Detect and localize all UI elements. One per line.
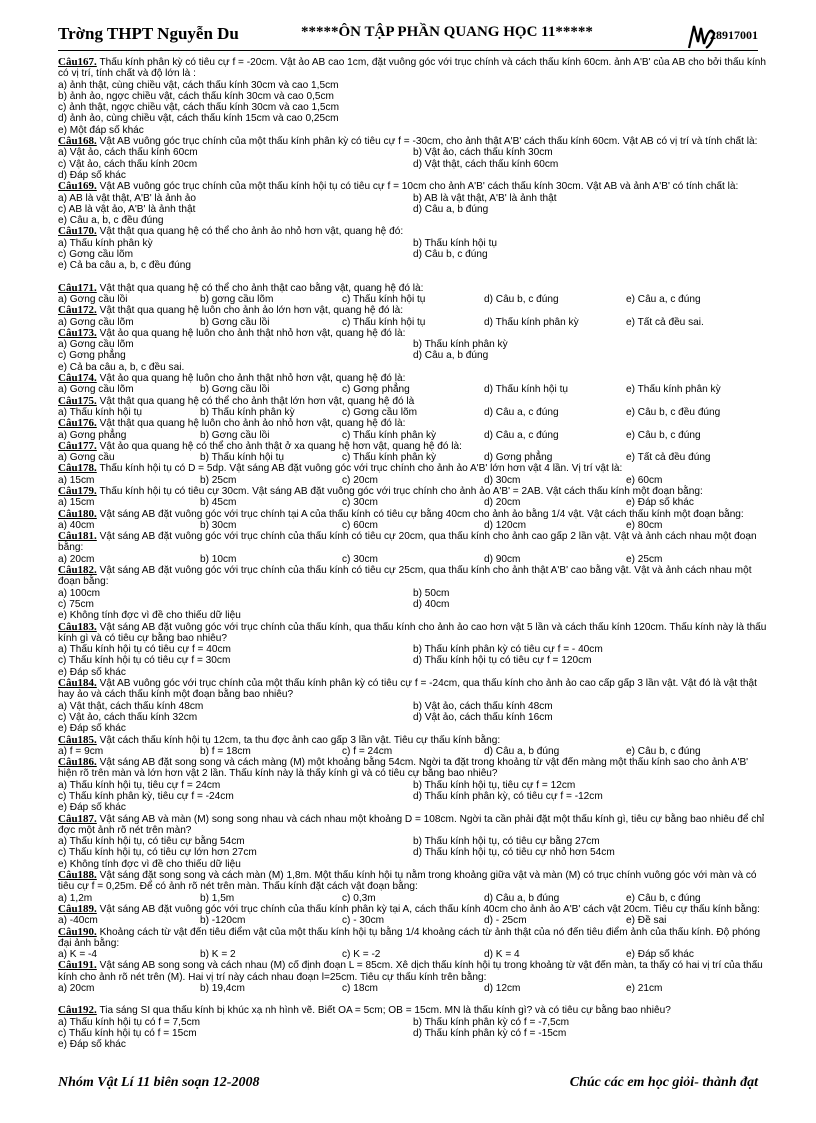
answer-option: e) Đáp số khác <box>626 949 694 961</box>
answer-option: b) Thấu kính hội tụ, có tiêu cự bằng 27cm <box>413 836 600 848</box>
question-text: Vật sáng AB đặt vuông góc với trục chính của thấu kính có tiêu cự 25cm, qua thấu kính cho ảnh thật A'B' cao bằng vật. Vật và ảnh cách nhau một đoạn bằng: <box>58 565 752 588</box>
answer-option: e) Đáp số khác <box>58 802 126 814</box>
answer-option: e) Tất cả đều đúng <box>626 452 711 464</box>
question-text: Vật AB vuông góc với trục chính của một thấu kính phân kỳ có tiêu cự f = -24cm, qua thấu kính cho ảnh ảo cao cấp gấp 3 lần vật. Vật đó là vật thật hay ảo và cách thấu kính một đoạn bằng bao nhiêu? <box>58 678 757 701</box>
answer-option: e) Câu b, c đúng <box>626 745 701 757</box>
answer-option: e) Đáp số khác <box>58 666 126 678</box>
header-rule <box>58 50 758 51</box>
answer-option: a) f = 9cm <box>58 745 104 757</box>
question <box>58 463 768 486</box>
answer-option: a) Thấu kính hội tụ, có tiêu cự bằng 54cm <box>58 836 245 848</box>
question-number: Câu182. <box>58 564 97 577</box>
answer-option: c) K = -2 <box>342 949 381 961</box>
question <box>58 136 768 181</box>
question-text: Vật thật qua quang hệ có thể cho ảnh thật cao bằng vật, quang hệ đó là: <box>99 282 424 294</box>
answer-option: b) Gơng cầu lồi <box>200 429 270 441</box>
answer-option: d) 120cm <box>484 519 527 531</box>
answer-option: c) Vật ảo, cách thấu kính 32cm <box>58 711 198 723</box>
answer-options <box>58 1017 768 1051</box>
question-number: Câu186. <box>58 756 97 769</box>
answer-option: b) Gơng cầu lồi <box>200 316 270 328</box>
answer-option: d) Câu a, b đúng <box>413 350 489 362</box>
answer-option: c) Thấu kính phân kỳ <box>342 452 437 464</box>
question-text: Vật thật qua quang hệ có thể cho ảnh thật lớn hơn vật, quang hệ đó là <box>99 395 415 407</box>
answer-option: b) Thấu kính phân kỳ <box>200 406 295 418</box>
answer-options <box>58 294 768 305</box>
answer-options <box>58 949 768 960</box>
answer-option: a) 40cm <box>58 519 95 531</box>
question-text: Vật sáng AB đặt song song và cách màng (M) một khoảng bằng 54cm. Ngời ta đặt trong khoảng từ vật đến màng một thấu kính sao cho ảnh A'B' hiện rõ trên màn và lớn hơn vật 2 lần. Thấu kính này là thấy kính gì và có tiêu cự bằng bao nhiêu? <box>58 757 749 780</box>
question <box>58 814 768 870</box>
question-number: Câu179. <box>58 484 97 497</box>
question-number: Câu187. <box>58 812 97 825</box>
answer-option: a) Gơng cầu lõm <box>58 384 134 396</box>
answer-options <box>58 452 768 463</box>
question <box>58 396 768 419</box>
answer-option: d) Câu b, c đúng <box>484 293 559 305</box>
answer-option: d) Câu a, c đúng <box>484 406 559 418</box>
answer-option: c) f = 24cm <box>342 745 393 757</box>
answer-option: d) Thấu kính phân kỳ, có tiêu cự f = -12cm <box>413 791 603 802</box>
question <box>58 57 768 136</box>
question-number: Câu173. <box>58 326 97 339</box>
question <box>58 418 768 441</box>
answer-option: e) Đáp số khác <box>626 497 694 509</box>
answer-option: e) Câu a, b, c đều đúng <box>58 215 164 227</box>
answer-option: a) AB là vật thật, A'B' là ảnh ảo <box>58 192 196 204</box>
answer-options <box>58 554 768 565</box>
answer-option: a) Thấu kính hội tụ, tiêu cự f = 24cm <box>58 779 221 791</box>
answer-option: d) Câu b, c đúng <box>413 249 488 261</box>
answer-option: d) Thấu kính phân kỳ có f = -15cm <box>413 1027 567 1039</box>
answer-option: b) Thấu kính hội tụ <box>413 237 497 249</box>
answer-option: c) Thấu kính hội tụ có tiêu cự f = 30cm <box>58 655 231 667</box>
answer-options <box>58 588 768 622</box>
answer-option: e) Đáp số khác <box>58 723 126 735</box>
answer-option: b) 19,4cm <box>200 983 245 995</box>
answer-option: b) Thấu kính hội tụ <box>200 452 284 464</box>
answer-options <box>58 497 768 508</box>
answer-option: a) Gơng phẳng <box>58 429 127 441</box>
answer-option: e) 25cm <box>626 553 663 565</box>
answer-option: a) Thấu kính hội tụ có f = 7,5cm <box>58 1016 201 1028</box>
answer-option: c) 20cm <box>342 474 378 486</box>
question <box>58 565 768 621</box>
answer-option: e) Không tính đợc vì đề cho thiếu dữ liệu <box>58 610 241 622</box>
answer-option: e) Câu b, c đều đúng <box>626 406 721 418</box>
answer-option: b) 1,5m <box>200 892 235 904</box>
document-title: *****ÔN TẬP PHẦN QUANG HỌC 11***** <box>301 24 593 40</box>
answer-option: e) Thấu kính phân kỳ <box>626 384 721 396</box>
answer-option: b) Gơng cầu lồi <box>200 384 270 396</box>
answer-options <box>58 520 768 531</box>
school-name: Trờng THPT Nguyễn Du <box>58 24 239 43</box>
answer-option: d) Câu a, b đúng <box>413 203 489 215</box>
question <box>58 927 768 961</box>
question <box>58 531 768 565</box>
question-text: Vật AB vuông góc trục chính của một thấu kính hội tụ có tiêu cự f = 10cm cho ảnh A'B' cách thấu kính 30cm. Vật AB và ảnh A'B' có tính chất là: <box>99 181 739 193</box>
answer-option: b) -120cm <box>200 915 246 927</box>
answer-option: d) 12cm <box>484 983 521 995</box>
question <box>58 622 768 678</box>
answer-option: d) 40cm <box>413 598 450 610</box>
question-number: Câu181. <box>58 530 97 543</box>
page-header <box>58 22 758 52</box>
answer-option: a) Gơng cầu lồi <box>58 293 128 305</box>
question <box>58 283 768 306</box>
answer-option: b) Thấu kính phân kỳ có f = -7,5cm <box>413 1016 570 1028</box>
answer-option: d) Vật thật, cách thấu kính 60cm <box>413 158 559 170</box>
question-text: Thấu kính phân kỳ có tiêu cự f = -20cm. Vật ảo AB cao 1cm, đặt vuông góc với trục chính và cách thấu kính 60cm. ảnh A'B' của AB cho bởi thấu kính có vị trí, tính chất và độ lớn là : <box>58 57 767 80</box>
question-number: Câu180. <box>58 507 97 520</box>
answer-option: e) 21cm <box>626 983 663 995</box>
answer-options <box>58 475 768 486</box>
question-text: Vật sáng AB đặt vuông góc với trục chính tại A của thấu kính có tiêu cự bằng 40cm cho ảnh ảo bằng 1/4 vật. Vật cách thấu kính một đoạn bằng: <box>99 508 744 520</box>
answer-option: c) 75cm <box>58 598 94 610</box>
question <box>58 757 768 813</box>
answer-option: e) Câu b, c đúng <box>626 892 701 904</box>
question-number: Câu188. <box>58 869 97 882</box>
answer-options <box>58 339 768 373</box>
question-text: Vật ảo qua quang hệ luôn cho ảnh thật nhỏ hơn vật, quang hệ đó là: <box>99 327 406 339</box>
answer-option: d) Câu a, b đúng <box>484 745 560 757</box>
question-text: Vật sáng AB đặt vuông góc với trục chính của thấu kính phân kỳ tại A, cách thấu kính 40cm cho ảnh ảo A'B' cách vật 20cm. Tiêu cự thấu kính bằng: <box>99 903 760 915</box>
answer-options <box>58 238 768 272</box>
footer-right: Chúc các em học giỏi- thành đạt <box>569 1075 758 1090</box>
answer-option: c) 18cm <box>342 983 378 995</box>
question-text: Vật ảo qua quang hệ luôn cho ảnh thật nhỏ hơn vật, quang hệ đó là: <box>99 373 406 385</box>
question-number: Câu171. <box>58 281 97 294</box>
question-number: Câu184. <box>58 677 97 690</box>
answer-options <box>58 147 768 181</box>
answer-options <box>58 701 768 735</box>
answer-option: d) Thấu kính hội tụ <box>484 384 568 396</box>
answer-option: d) 20cm <box>484 497 521 509</box>
answer-options <box>58 644 768 678</box>
answer-option: b) AB là vật thật, A'B' là ảnh thật <box>413 192 557 204</box>
question-text: Vật AB vuông góc trục chính của một thấu kính phân kỳ có tiêu cự f = -30cm, cho ảnh thật A'B' cách thấu kính 60cm. Vật AB có vị trí và tính chất là: <box>99 136 758 148</box>
answer-option: a) 15cm <box>58 497 95 509</box>
question-text: Vật thật qua quang hệ có thể cho ảnh ảo nhỏ hơn vật, quang hệ đó: <box>99 226 404 238</box>
answer-options <box>58 893 768 904</box>
question <box>58 735 768 758</box>
question-text: Vật sáng đặt song song và cách màn (M) 1,8m. Một thấu kính hội tụ nằm trong khoảng giữa vật và màn (M) có trục chính vuông góc với màn và có tiêu cự f = 0,25m. Để có ảnh rõ nét trên màn. Thấu kính đặt cách vật đoạn bằng: <box>58 870 757 893</box>
answer-option: b) 50cm <box>413 587 450 599</box>
document-code: 28917001 <box>710 28 758 42</box>
answer-option: a) Thấu kính hội tụ có tiêu cự f = 40cm <box>58 644 231 656</box>
answer-option: a) Gơng cầu lõm <box>58 316 134 328</box>
footer-left: Nhóm Vật Lí 11 biên soạn 12-2008 <box>58 1075 260 1090</box>
question <box>58 960 768 994</box>
answer-option: e) 60cm <box>626 474 663 486</box>
question-number: Câu167. <box>58 56 97 68</box>
answer-options <box>58 836 768 870</box>
answer-option: e) Không tính đợc vì đề cho thiếu dữ liệu <box>58 858 241 870</box>
answer-option: d) Thấu kính hội tụ có tiêu cự f = 120cm <box>413 655 592 667</box>
answer-option: c) Vật ảo, cách thấu kính 20cm <box>58 158 198 170</box>
answer-options <box>58 780 768 814</box>
question <box>58 870 768 904</box>
question-text: Thấu kính hội tụ có D = 5dp. Vật sáng AB đặt vuông góc với trục chính cho ảnh ảo A'B' lớn hơn vật 4 lần. Vị trí vật là: <box>99 463 623 475</box>
question-number: Câu172. <box>58 304 97 317</box>
question-number: Câu185. <box>58 733 97 746</box>
answer-option: b) Thấu kính hội tụ, tiêu cự f = 12cm <box>413 779 576 791</box>
question <box>58 373 768 396</box>
answer-options <box>58 915 768 926</box>
answer-option: b) 30cm <box>200 519 237 531</box>
question-number: Câu169. <box>58 180 97 193</box>
question <box>58 441 768 464</box>
answer-option: d) Vật ảo, cách thấu kính 16cm <box>413 711 553 723</box>
answer-option: c) - 30cm <box>342 915 385 927</box>
answer-option: c) Thấu kính hội tụ, có tiêu cự lớn hơn 27cm <box>58 847 257 859</box>
answer-option: a) K = -4 <box>58 949 97 961</box>
question-list <box>58 57 768 1051</box>
question <box>58 226 768 271</box>
answer-options <box>58 983 768 994</box>
answer-option: a) 100cm <box>58 587 101 599</box>
answer-option: b) 10cm <box>200 553 237 565</box>
answer-option: d) - 25cm <box>484 915 527 927</box>
answer-option: e) Câu a, c đúng <box>626 293 701 305</box>
question <box>58 904 768 927</box>
answer-option: c) Gơng phẳng <box>342 384 410 396</box>
answer-options <box>58 193 768 227</box>
answer-option: d) K = 4 <box>484 949 520 961</box>
question <box>58 305 768 328</box>
answer-option: c) 30cm <box>342 497 378 509</box>
answer-option: d) 90cm <box>484 553 521 565</box>
question-text: Khoảng cách từ vật đến tiêu điểm vật của một thấu kính hội tụ bằng 1/4 khoảng cách từ ảnh thật của nó đến tiêu điểm ảnh của thấu kính. Độ phóng đại ảnh bằng: <box>58 926 761 949</box>
answer-option: a) -40cm <box>58 915 98 927</box>
answer-option: b) f = 18cm <box>200 745 251 757</box>
answer-option: d) Câu a, b đúng <box>484 892 560 904</box>
question-text: Vật ảo qua quang hệ có thể cho ảnh thật ở xa quang hệ hơn vật, quang hệ đó là: <box>99 440 462 452</box>
question-text: Vật sáng AB và màn (M) song song nhau và cách nhau một khoảng D = 108cm. Ngời ta cần phải đặt một thấu kính gì, tiêu cự bằng bao nhiêu để chỉ đợc một ảnh rõ nét trên màn? <box>58 813 765 836</box>
question-text: Vật sáng AB đặt vuông góc với trục chính của thấu kính, qua thấu kính cho ảnh ảo cao hơn vật 5 lần và cách thấu kính 120cm. Thấu kính này là thấu kính gì và có tiêu cự bằng bao nhiêu? <box>58 621 767 644</box>
answer-options <box>58 407 768 418</box>
answer-option: c) Thấu kính hội tụ <box>342 316 426 328</box>
answer-option: d) Đáp số khác <box>58 169 126 181</box>
question-text: Vật sáng AB đặt vuông góc với trục chính của thấu kính có tiêu cự 20cm, qua thấu kính cho ảnh cao gấp 2 lần vật. Vật và ảnh cách nhau một đoạn bằng: <box>58 531 757 554</box>
answer-option: b) 25cm <box>200 474 237 486</box>
answer-option: b) Vật ảo, cách thấu kính 48cm <box>413 700 553 712</box>
answer-option: a) ảnh thật, cùng chiều vật, cách thấu kính 30cm và cao 1,5cm <box>58 79 339 91</box>
answer-option: c) Thấu kính hội tụ <box>342 293 426 305</box>
answer-option: c) Gơng phẳng <box>58 350 126 362</box>
question-number: Câu178. <box>58 462 97 475</box>
answer-option: e) Tất cả đều sai. <box>626 316 704 328</box>
answer-option: b) K = 2 <box>200 949 236 961</box>
question <box>58 678 768 734</box>
answer-option: c) Thấu kính hội tụ có f = 15cm <box>58 1027 197 1039</box>
answer-option: e) Cả ba câu a, b, c đều sai. <box>58 361 185 373</box>
answer-option: e) Đáp số khác <box>58 1039 126 1051</box>
question <box>58 1005 768 1050</box>
answer-option: e) 80cm <box>626 519 663 531</box>
question-number: Câu189. <box>58 902 97 915</box>
question-number: Câu168. <box>58 135 97 148</box>
answer-option: b) Thấu kính phân kỳ có tiêu cự f = - 40cm <box>413 644 603 656</box>
answer-option: a) Vật ảo, cách thấu kính 60cm <box>58 147 198 159</box>
answer-option: e) Cả ba câu a, b, c đều đúng <box>58 260 191 272</box>
answer-option: a) Thấu kính hội tụ <box>58 406 142 418</box>
question-text: Vật thật qua quang hệ luôn cho ảnh ảo nhỏ hơn vật, quang hệ đó là: <box>99 418 406 430</box>
question-text: Tia sáng SI qua thấu kính bị khúc xạ nh hình vẽ. Biết OA = 5cm; OB = 15cm. MN là thấu kính gì? và có tiêu cự bằng bao nhiêu? <box>99 1005 671 1017</box>
question-number: Câu177. <box>58 439 97 452</box>
answer-options <box>58 317 768 328</box>
answer-option: c) 30cm <box>342 553 378 565</box>
question <box>58 509 768 532</box>
question <box>58 328 768 373</box>
answer-option: b) Vật ảo, cách thấu kính 30cm <box>413 147 553 159</box>
answer-option: d) Thấu kính phân kỳ <box>484 316 579 328</box>
question-number: Câu176. <box>58 417 97 430</box>
question <box>58 181 768 226</box>
answer-option: c) 0,3m <box>342 892 376 904</box>
answer-option: a) 1,2m <box>58 892 93 904</box>
answer-option: c) Gơng cầu lõm <box>58 249 134 261</box>
answer-options <box>58 80 768 136</box>
answer-option: c) AB là vật ảo, A'B' là ảnh thật <box>58 203 196 215</box>
answer-option: d) 30cm <box>484 474 521 486</box>
question-text: Vật thật qua quang hệ luôn cho ảnh ảo lớn hơn vật, quang hệ đó là: <box>99 305 404 317</box>
answer-option: a) Vật thật, cách thấu kính 48cm <box>58 700 204 712</box>
answer-option: c) Thấu kính phân kỳ <box>342 429 437 441</box>
question-number: Câu190. <box>58 925 97 938</box>
answer-option: d) ảnh ảo, cùng chiều vật, cách thấu kính 15cm và cao 0,25cm <box>58 113 339 125</box>
question-number: Câu170. <box>58 225 97 238</box>
answer-option: d) Gơng phẳng <box>484 452 553 464</box>
answer-options <box>58 430 768 441</box>
answer-option: b) ảnh ảo, ngợc chiều vật, cách thấu kính 30cm và cao 0,5cm <box>58 90 334 102</box>
answer-option: c) Thấu kính phân kỳ, tiêu cự f = -24cm <box>58 791 234 802</box>
question-text: Vật cách thấu kính hội tụ 12cm, ta thu đợc ảnh cao gấp 3 lần vật. Tiêu cự thấu kính bằng: <box>99 734 501 746</box>
answer-option: d) Thấu kính hội tụ, có tiêu cự nhỏ hơn 54cm <box>413 847 615 859</box>
answer-option: a) 20cm <box>58 553 95 565</box>
answer-option: a) Gơng cầu lõm <box>58 339 134 351</box>
answer-option: a) Gơng cầu <box>58 452 115 464</box>
question-text: Vật sáng AB song song và cách nhau (M) cố định đoạn L = 85cm. Xê dịch thấu kính hội tụ trong khoảng từ vật đến màn, ta thấy có hai vị trí của thấu kính cho ảnh rõ nét trên (M). Hai vị trí này cách nhau đoạn l=25cm. Tiêu cự thấu kính trên bằng: <box>58 960 763 983</box>
answer-option: e) Một đáp số khác <box>58 124 144 136</box>
answer-option: a) 20cm <box>58 983 95 995</box>
answer-option: c) 60cm <box>342 519 378 531</box>
answer-options <box>58 384 768 395</box>
answer-option: a) Thấu kính phân kỳ <box>58 237 153 249</box>
answer-option: d) Câu a, c đúng <box>484 429 559 441</box>
question-number: Câu192. <box>58 1004 97 1017</box>
question-number: Câu175. <box>58 394 97 407</box>
answer-option: b) gơng cầu lõm <box>200 293 274 305</box>
question-number: Câu183. <box>58 620 97 633</box>
page-footer <box>58 1075 758 1095</box>
answer-option: e) Đề sai <box>626 915 667 927</box>
answer-option: b) 45cm <box>200 497 237 509</box>
question <box>58 486 768 509</box>
question-number: Câu191. <box>58 959 97 972</box>
question-text: Thấu kính hội tụ có tiêu cự 30cm. Vật sáng AB đặt vuông góc với trục chính cho ảnh ảo A'B' = 2AB. Vật cách thấu kính một đoạn bằng: <box>99 485 703 497</box>
answer-option: c) ảnh thật, ngợc chiều vật, cách thấu kính 30cm và cao 1,5cm <box>58 102 339 114</box>
answer-option: b) Thấu kính phân kỳ <box>413 339 508 351</box>
answer-option: c) Gơng cầu lõm <box>342 406 418 418</box>
answer-option: a) 15cm <box>58 474 95 486</box>
answer-option: e) Câu b, c đúng <box>626 429 701 441</box>
answer-options <box>58 746 768 757</box>
question-number: Câu174. <box>58 372 97 385</box>
